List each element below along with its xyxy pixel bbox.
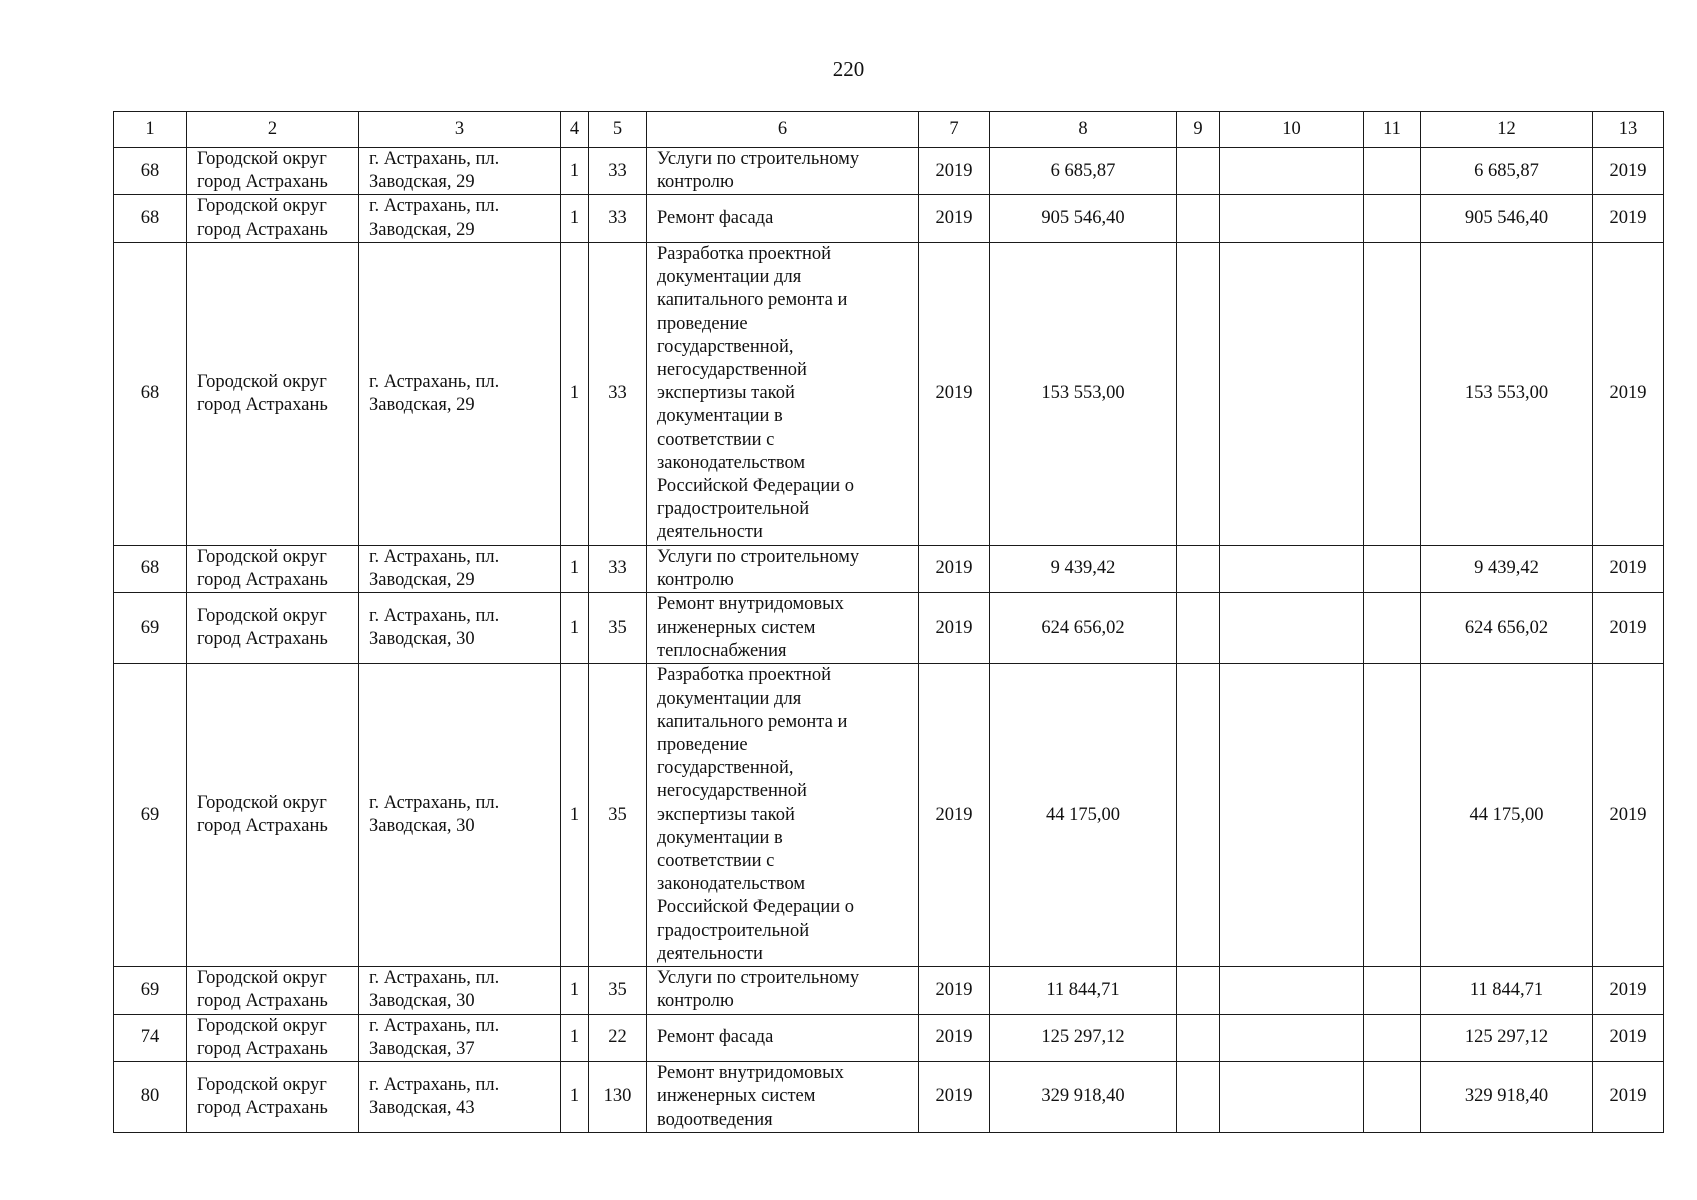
total-cost-cell: 905 546,40 bbox=[1421, 195, 1593, 242]
cell-line: Городской округ bbox=[197, 1074, 327, 1095]
cell-line: г. Астрахань, пл. bbox=[369, 1015, 500, 1036]
work-type-cell bbox=[647, 242, 919, 545]
cell-line: документации для bbox=[657, 267, 802, 288]
cell-line: Разработка проектной bbox=[657, 665, 832, 686]
completion-year-cell: 2019 bbox=[1593, 967, 1664, 1014]
work-type-cell bbox=[647, 1014, 919, 1061]
col5-cell: 130 bbox=[589, 1062, 647, 1133]
cell-line: Ремонт внутридомовых bbox=[657, 1063, 844, 1084]
repair-schedule-table bbox=[113, 111, 1664, 1133]
cell-line: Городской округ bbox=[197, 196, 327, 217]
cell-line: инженерных систем bbox=[657, 617, 816, 638]
col9-cell bbox=[1177, 148, 1220, 195]
cell-line: Заводская, 29 bbox=[369, 394, 475, 415]
col5-cell: 33 bbox=[589, 195, 647, 242]
column-header: 13 bbox=[1593, 112, 1664, 148]
completion-year-cell: 2019 bbox=[1593, 1062, 1664, 1133]
cost-cell: 9 439,42 bbox=[990, 545, 1177, 592]
col10-cell bbox=[1220, 148, 1364, 195]
col9-cell bbox=[1177, 1062, 1220, 1133]
col10-cell bbox=[1220, 593, 1364, 664]
cell-line: капитального ремонта и bbox=[657, 290, 848, 311]
col11-cell bbox=[1364, 148, 1421, 195]
cell-line: Заводская, 29 bbox=[369, 570, 475, 591]
column-header: 2 bbox=[187, 112, 359, 148]
col11-cell bbox=[1364, 242, 1421, 545]
total-cost-cell: 624 656,02 bbox=[1421, 593, 1593, 664]
col10-cell bbox=[1220, 967, 1364, 1014]
table-row bbox=[114, 242, 1664, 545]
cell-line: г. Астрахань, пл. bbox=[369, 371, 500, 392]
table-row bbox=[114, 593, 1664, 664]
cost-cell: 6 685,87 bbox=[990, 148, 1177, 195]
col11-cell bbox=[1364, 593, 1421, 664]
col10-cell bbox=[1220, 195, 1364, 242]
cell-line: Российской Федерации о bbox=[657, 476, 855, 497]
row-number-cell: 68 bbox=[114, 545, 187, 592]
col10-cell bbox=[1220, 545, 1364, 592]
col5-cell: 35 bbox=[589, 593, 647, 664]
col9-cell bbox=[1177, 545, 1220, 592]
col10-cell bbox=[1220, 1062, 1364, 1133]
column-header: 8 bbox=[990, 112, 1177, 148]
cell-line: город Астрахань bbox=[197, 1098, 328, 1119]
col5-cell: 22 bbox=[589, 1014, 647, 1061]
row-number-cell: 69 bbox=[114, 664, 187, 967]
completion-year-cell: 2019 bbox=[1593, 195, 1664, 242]
cell-line: законодательством bbox=[657, 452, 806, 473]
col11-cell bbox=[1364, 664, 1421, 967]
cell-line: Городской округ bbox=[197, 968, 327, 989]
municipality-cell bbox=[187, 195, 359, 242]
cell-line: контролю bbox=[657, 991, 734, 1012]
cell-line: соответствии с bbox=[657, 851, 775, 872]
page-number: 220 bbox=[832, 57, 865, 81]
cell-line: г. Астрахань, пл. bbox=[369, 196, 500, 217]
column-header: 6 bbox=[647, 112, 919, 148]
col5-cell: 33 bbox=[589, 242, 647, 545]
cell-line: Заводская, 30 bbox=[369, 991, 475, 1012]
address-cell bbox=[359, 148, 561, 195]
cell-line: теплоснабжения bbox=[657, 640, 787, 661]
col11-cell bbox=[1364, 195, 1421, 242]
address-cell bbox=[359, 1062, 561, 1133]
cell-line: соответствии с bbox=[657, 429, 775, 450]
col4-cell: 1 bbox=[561, 1062, 589, 1133]
total-cost-cell: 11 844,71 bbox=[1421, 967, 1593, 1014]
column-header: 12 bbox=[1421, 112, 1593, 148]
municipality-cell bbox=[187, 242, 359, 545]
work-type-cell bbox=[647, 545, 919, 592]
cell-line: г. Астрахань, пл. bbox=[369, 149, 500, 169]
cell-line: город Астрахань bbox=[197, 394, 328, 415]
cell-line: негосударственной bbox=[657, 781, 807, 802]
municipality-cell bbox=[187, 664, 359, 967]
cell-line: город Астрахань bbox=[197, 219, 328, 240]
total-cost-cell: 44 175,00 bbox=[1421, 664, 1593, 967]
work-type-cell bbox=[647, 195, 919, 242]
col5-cell: 35 bbox=[589, 967, 647, 1014]
col9-cell bbox=[1177, 593, 1220, 664]
work-type-cell bbox=[647, 593, 919, 664]
col4-cell: 1 bbox=[561, 1014, 589, 1061]
cell-line: город Астрахань bbox=[197, 172, 328, 193]
cell-line: государственной, bbox=[657, 336, 794, 357]
row-number-cell: 74 bbox=[114, 1014, 187, 1061]
completion-year-cell: 2019 bbox=[1593, 664, 1664, 967]
col11-cell bbox=[1364, 1014, 1421, 1061]
column-header: 11 bbox=[1364, 112, 1421, 148]
cell-line: инженерных систем bbox=[657, 1086, 816, 1107]
cell-line: Городской округ bbox=[197, 546, 327, 567]
cell-line: г. Астрахань, пл. bbox=[369, 606, 500, 627]
table-row bbox=[114, 1062, 1664, 1133]
cell-line: Городской округ bbox=[197, 371, 327, 392]
cell-line: Ремонт внутридомовых bbox=[657, 594, 844, 615]
row-number-cell: 69 bbox=[114, 967, 187, 1014]
work-type-cell bbox=[647, 664, 919, 967]
cost-cell: 125 297,12 bbox=[990, 1014, 1177, 1061]
col4-cell: 1 bbox=[561, 195, 589, 242]
cell-line: экспертизы такой bbox=[657, 804, 795, 825]
cell-line: Городской округ bbox=[197, 606, 327, 627]
total-cost-cell: 6 685,87 bbox=[1421, 148, 1593, 195]
table-row bbox=[114, 195, 1664, 242]
table-row bbox=[114, 148, 1664, 195]
row-number-cell: 68 bbox=[114, 195, 187, 242]
col5-cell: 35 bbox=[589, 664, 647, 967]
row-number-cell: 69 bbox=[114, 593, 187, 664]
municipality-cell bbox=[187, 1062, 359, 1133]
cell-line: Разработка проектной bbox=[657, 243, 832, 264]
municipality-cell bbox=[187, 545, 359, 592]
cell-line: негосударственной bbox=[657, 360, 807, 380]
col4-cell: 1 bbox=[561, 148, 589, 195]
cell-line: Заводская, 30 bbox=[369, 629, 475, 650]
col4-cell: 1 bbox=[561, 593, 589, 664]
cell-line: Российской Федерации о bbox=[657, 897, 855, 918]
total-cost-cell: 329 918,40 bbox=[1421, 1062, 1593, 1133]
year-cell: 2019 bbox=[919, 545, 990, 592]
cell-line: город Астрахань bbox=[197, 991, 328, 1012]
completion-year-cell: 2019 bbox=[1593, 148, 1664, 195]
table-row bbox=[114, 967, 1664, 1014]
cost-cell: 905 546,40 bbox=[990, 195, 1177, 242]
column-header: 9 bbox=[1177, 112, 1220, 148]
cell-line: капитального ремонта и bbox=[657, 711, 848, 732]
col10-cell bbox=[1220, 664, 1364, 967]
cell-line: Ремонт фасада bbox=[657, 208, 774, 228]
cell-line: г. Астрахань, пл. bbox=[369, 546, 500, 567]
cost-cell: 624 656,02 bbox=[990, 593, 1177, 664]
column-header: 10 bbox=[1220, 112, 1364, 148]
cell-line: Услуги по строительному bbox=[657, 546, 860, 567]
column-header: 1 bbox=[114, 112, 187, 148]
cell-line: проведение bbox=[657, 735, 748, 755]
year-cell: 2019 bbox=[919, 1062, 990, 1133]
col4-cell: 1 bbox=[561, 664, 589, 967]
col10-cell bbox=[1220, 1014, 1364, 1061]
completion-year-cell: 2019 bbox=[1593, 1014, 1664, 1061]
year-cell: 2019 bbox=[919, 1014, 990, 1061]
cell-line: Городской округ bbox=[197, 1015, 327, 1036]
col5-cell: 33 bbox=[589, 545, 647, 592]
work-type-cell bbox=[647, 148, 919, 195]
address-cell bbox=[359, 967, 561, 1014]
cell-line: контролю bbox=[657, 172, 734, 193]
work-type-cell bbox=[647, 967, 919, 1014]
total-cost-cell: 153 553,00 bbox=[1421, 242, 1593, 545]
col11-cell bbox=[1364, 1062, 1421, 1133]
cell-line: Городской округ bbox=[197, 793, 327, 814]
year-cell: 2019 bbox=[919, 195, 990, 242]
col5-cell: 33 bbox=[589, 148, 647, 195]
col11-cell bbox=[1364, 967, 1421, 1014]
col9-cell bbox=[1177, 967, 1220, 1014]
cell-line: Заводская, 29 bbox=[369, 219, 475, 240]
cell-line: Заводская, 43 bbox=[369, 1098, 475, 1119]
column-header: 3 bbox=[359, 112, 561, 148]
municipality-cell bbox=[187, 593, 359, 664]
col9-cell bbox=[1177, 195, 1220, 242]
address-cell bbox=[359, 242, 561, 545]
cell-line: Ремонт фасада bbox=[657, 1027, 774, 1048]
cell-line: законодательством bbox=[657, 874, 806, 895]
cell-line: проведение bbox=[657, 313, 748, 334]
municipality-cell bbox=[187, 148, 359, 195]
year-cell: 2019 bbox=[919, 664, 990, 967]
address-cell bbox=[359, 545, 561, 592]
cell-line: город Астрахань bbox=[197, 816, 328, 837]
year-cell: 2019 bbox=[919, 148, 990, 195]
col9-cell bbox=[1177, 664, 1220, 967]
total-cost-cell: 9 439,42 bbox=[1421, 545, 1593, 592]
col4-cell: 1 bbox=[561, 242, 589, 545]
year-cell: 2019 bbox=[919, 242, 990, 545]
cell-line: водоотведения bbox=[657, 1109, 773, 1130]
col11-cell bbox=[1364, 545, 1421, 592]
cell-line: Заводская, 37 bbox=[369, 1038, 475, 1059]
col4-cell: 1 bbox=[561, 967, 589, 1014]
cell-line: г. Астрахань, пл. bbox=[369, 793, 500, 814]
col9-cell bbox=[1177, 1014, 1220, 1061]
cell-line: Городской округ bbox=[197, 149, 327, 169]
row-number-cell: 68 bbox=[114, 148, 187, 195]
cell-line: градостроительной bbox=[657, 920, 810, 941]
year-cell: 2019 bbox=[919, 593, 990, 664]
work-type-cell bbox=[647, 1062, 919, 1133]
cell-line: документации в bbox=[657, 406, 783, 427]
col10-cell bbox=[1220, 242, 1364, 545]
address-cell bbox=[359, 593, 561, 664]
cell-line: Заводская, 30 bbox=[369, 816, 475, 837]
cost-cell: 329 918,40 bbox=[990, 1062, 1177, 1133]
col9-cell bbox=[1177, 242, 1220, 545]
cell-line: документации в bbox=[657, 827, 783, 848]
cost-cell: 44 175,00 bbox=[990, 664, 1177, 967]
cost-cell: 11 844,71 bbox=[990, 967, 1177, 1014]
cell-line: Услуги по строительному bbox=[657, 149, 860, 169]
column-header: 7 bbox=[919, 112, 990, 148]
table-row bbox=[114, 1014, 1664, 1061]
row-number-cell: 68 bbox=[114, 242, 187, 545]
address-cell bbox=[359, 195, 561, 242]
total-cost-cell: 125 297,12 bbox=[1421, 1014, 1593, 1061]
row-number-cell: 80 bbox=[114, 1062, 187, 1133]
year-cell: 2019 bbox=[919, 967, 990, 1014]
cell-line: государственной, bbox=[657, 758, 794, 779]
cell-line: градостроительной bbox=[657, 499, 810, 520]
municipality-cell bbox=[187, 1014, 359, 1061]
column-header: 5 bbox=[589, 112, 647, 148]
cell-line: контролю bbox=[657, 570, 734, 591]
cost-cell: 153 553,00 bbox=[990, 242, 1177, 545]
municipality-cell bbox=[187, 967, 359, 1014]
address-cell bbox=[359, 1014, 561, 1061]
cell-line: Заводская, 29 bbox=[369, 172, 475, 193]
column-header: 4 bbox=[561, 112, 589, 148]
cell-line: город Астрахань bbox=[197, 629, 328, 650]
completion-year-cell: 2019 bbox=[1593, 545, 1664, 592]
table-row bbox=[114, 545, 1664, 592]
col4-cell: 1 bbox=[561, 545, 589, 592]
completion-year-cell: 2019 bbox=[1593, 242, 1664, 545]
cell-line: Услуги по строительному bbox=[657, 968, 860, 989]
address-cell bbox=[359, 664, 561, 967]
cell-line: город Астрахань bbox=[197, 570, 328, 591]
cell-line: документации для bbox=[657, 688, 802, 709]
cell-line: г. Астрахань, пл. bbox=[369, 968, 500, 989]
cell-line: г. Астрахань, пл. bbox=[369, 1074, 500, 1095]
header-row bbox=[114, 112, 1664, 148]
completion-year-cell: 2019 bbox=[1593, 593, 1664, 664]
cell-line: экспертизы такой bbox=[657, 383, 795, 404]
cell-line: деятельности bbox=[657, 943, 763, 964]
table-row bbox=[114, 664, 1664, 967]
cell-line: деятельности bbox=[657, 522, 763, 543]
cell-line: город Астрахань bbox=[197, 1038, 328, 1059]
